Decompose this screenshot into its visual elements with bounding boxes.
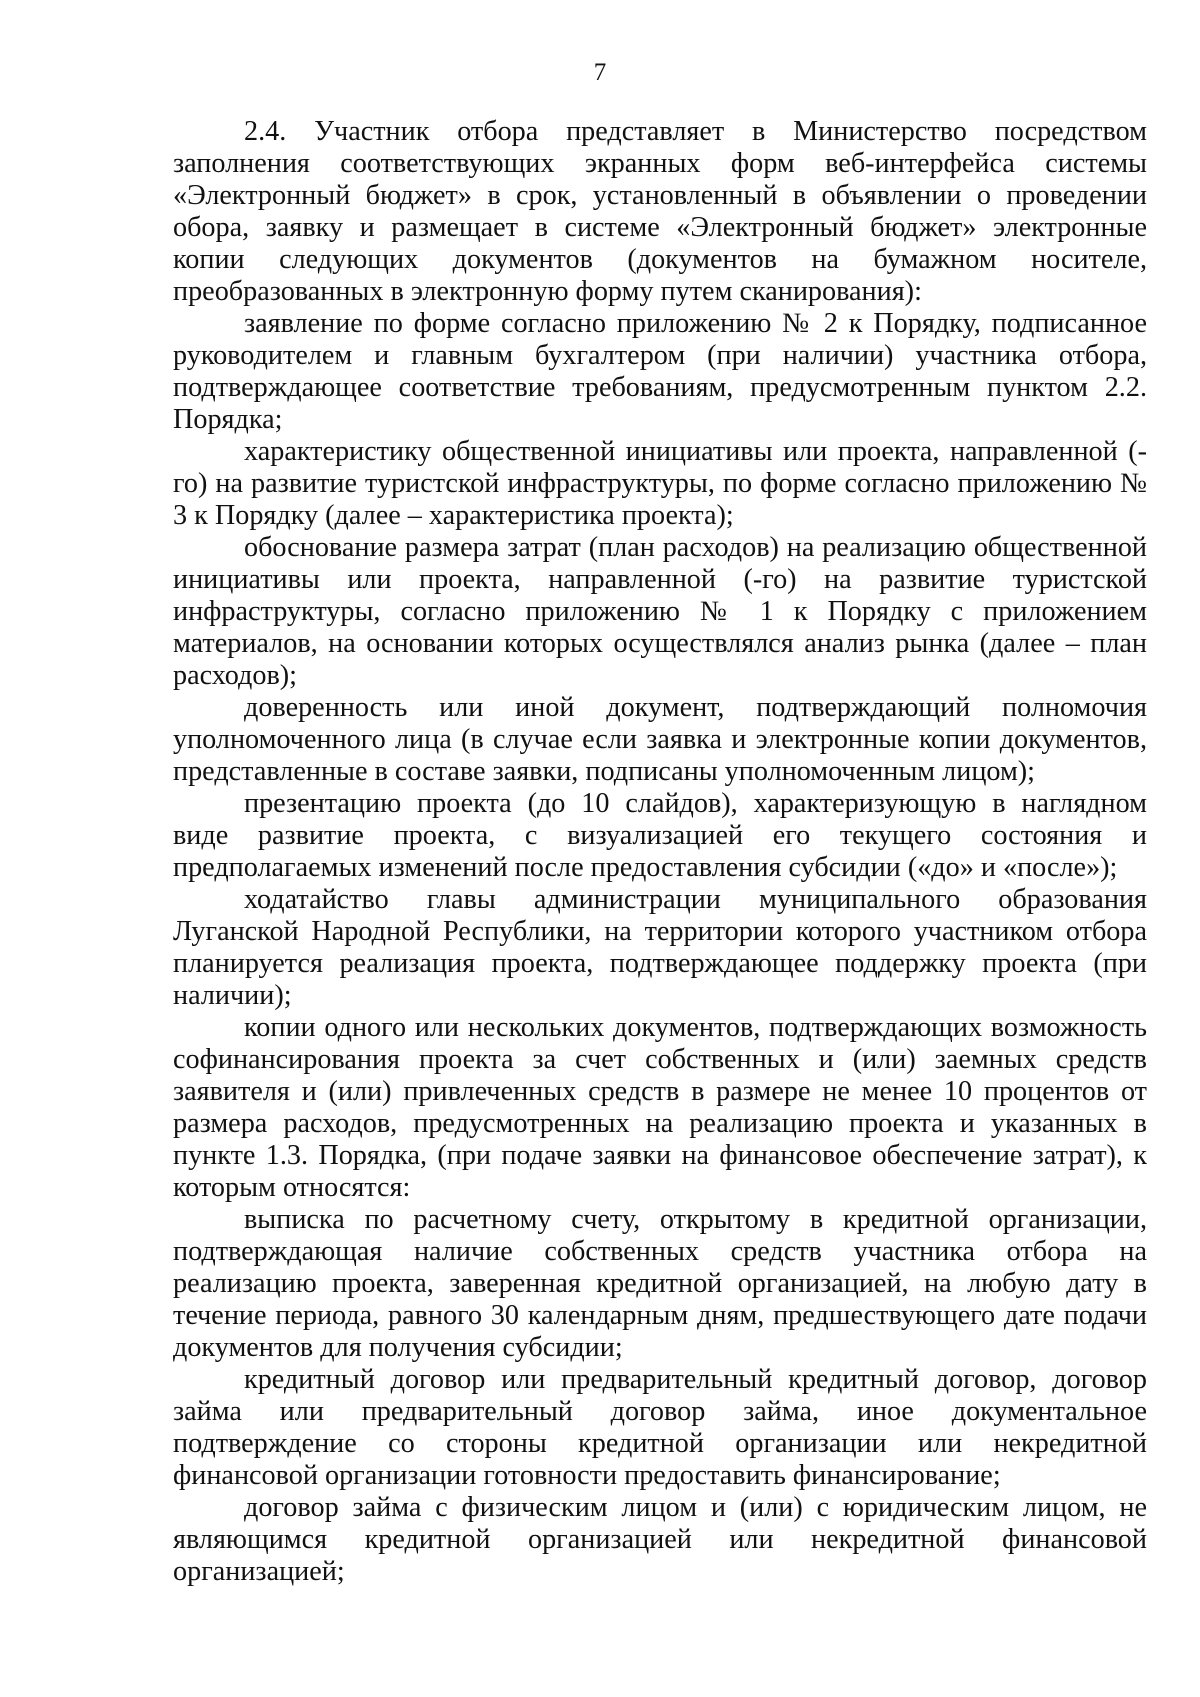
paragraph-presentation: презентацию проекта (до 10 слайдов), характеризующую в наглядном виде развитие проекта, с визуализацией его текущего состояния и предполагаемых изменений после предоставления субсидии («до» и «после»); xyxy=(173,788,1147,883)
paragraph-petition: ходатайство главы администрации муниципального образования Луганской Народной Республики, на территории которого участником отбора планируется реализация проекта, подтверждающее поддержку проекта (при наличии); xyxy=(173,884,1147,1011)
paragraph-account-statement: выписка по расчетному счету, открытому в кредитной организации, подтверждающая наличие собственных средств участника отбора на реализацию проекта, заверенная кредитной организацией, на любую дату в течение периода, равного 30 календарным дням, предшествующего дате подачи документов для получения субсидии; xyxy=(173,1204,1147,1363)
paragraph-cost-justification: обоснование размера затрат (план расходов) на реализацию общественной инициативы или проекта, направленной (-го) на развитие туристской инфраструктуры, согласно приложению № 1 к Порядку с приложением материалов, на основании которых осуществлялся анализ рынка (далее – план расходов); xyxy=(173,532,1147,691)
document-body xyxy=(173,116,1147,1588)
paragraph-power-of-attorney: доверенность или иной документ, подтверждающий полномочия уполномоченного лица (в случае если заявка и электронные копии документов, представленные в составе заявки, подписаны уполномоченным лицом); xyxy=(173,692,1147,787)
page-number: 7 xyxy=(593,59,607,86)
paragraph-credit-agreement: кредитный договор или предварительный кредитный договор, договор займа или предварительный договор займа, иное документальное подтверждение со стороны кредитной организации или некредитной финансовой организации готовности предоставить финансирование; xyxy=(173,1364,1147,1491)
paragraph-cofinancing-documents: копии одного или нескольких документов, подтверждающих возможность софинансирования проекта за счет собственных и (или) заемных средств заявителя и (или) привлеченных средств в размере не менее 10 процентов от размера расходов, предусмотренных на реализацию проекта и указанных в пункте 1.3. Порядка, (при подаче заявки на финансовое обеспечение затрат), к которым относятся: xyxy=(173,1012,1147,1203)
paragraph-2-4-intro: 2.4. Участник отбора представляет в Министерство посредством заполнения соответствующих экранных форм веб-интерфейса системы «Электронный бюджет» в срок, установленный в объявлении о проведении обора, заявку и размещает в системе «Электронный бюджет» электронные копии следующих документов (документов на бумажном носителе, преобразованных в электронную форму путем сканирования): xyxy=(173,116,1147,307)
paragraph-loan-agreement: договор займа с физическим лицом и (или) с юридическим лицом, не являющимся кредитной организацией или некредитной финансовой организацией; xyxy=(173,1492,1147,1587)
paragraph-application-form: заявление по форме согласно приложению № 2 к Порядку, подписанное руководителем и главным бухгалтером (при наличии) участника отбора, подтверждающее соответствие требованиям, предусмотренным пунктом 2.2. Порядка; xyxy=(173,308,1147,435)
paragraph-project-characteristic: характеристику общественной инициативы или проекта, направленной (-го) на развитие туристской инфраструктуры, по форме согласно приложению № 3 к Порядку (далее – характеристика проекта); xyxy=(173,436,1147,531)
